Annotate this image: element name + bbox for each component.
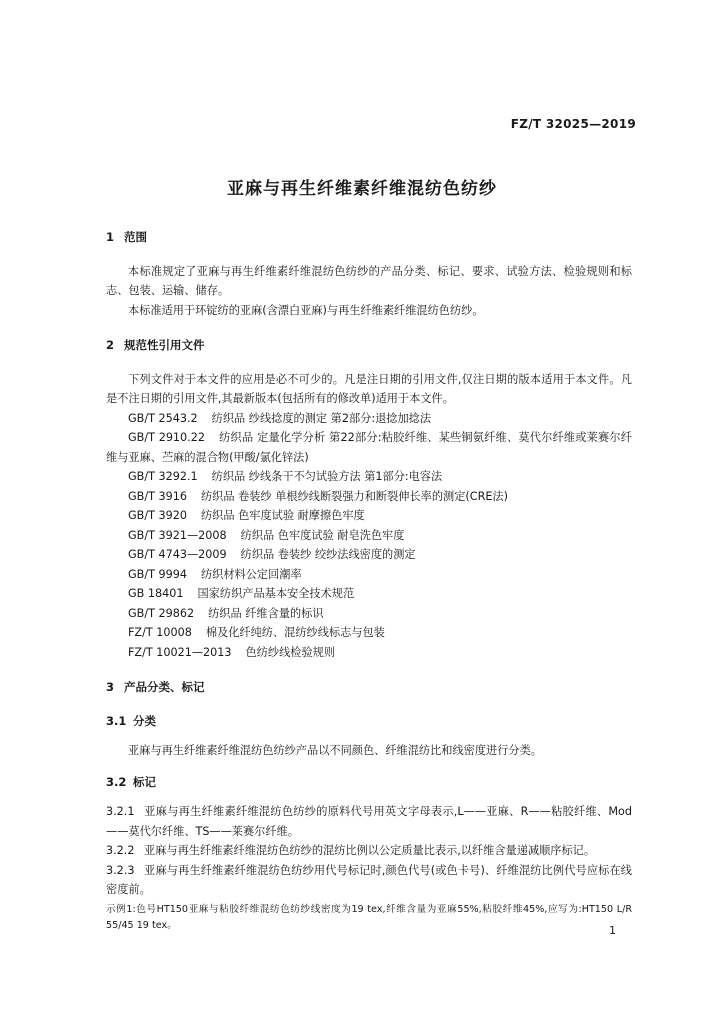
document-body bbox=[106, 228, 632, 934]
reference-title: 国家纺织产品基本安全技术规范 bbox=[197, 587, 355, 600]
scope-paragraph-1: 本标准规定了亚麻与再生纤维素纤维混纺色纺纱的产品分类、标记、要求、试验方法、检验规则和标志、包装、运输、储存。 bbox=[106, 264, 632, 297]
reference-code: GB 18401 bbox=[128, 587, 184, 600]
reference-title: 纺织品 色牢度试验 耐皂洗色牢度 bbox=[240, 528, 405, 542]
clause-3-2-3 bbox=[106, 861, 632, 900]
clause-3-2-1 bbox=[106, 802, 632, 841]
normative-intro: 下列文件对于本文件的应用是必不可少的。凡是注日期的引用文件,仅注日期的版本适用于本文件。凡是不注日期的引用文件,其最新版本(包括所有的修改单)适用于本文件。 bbox=[106, 372, 632, 405]
reference-title: 纺织品 纱线条干不匀试验方法 第1部分:电容法 bbox=[211, 470, 443, 483]
reference-item bbox=[106, 643, 632, 663]
reference-item bbox=[106, 428, 632, 467]
clause-number: 3.2.1 bbox=[106, 805, 135, 818]
reference-code: FZ/T 10021—2013 bbox=[128, 645, 232, 659]
section-title: 产品分类、标记 bbox=[124, 680, 205, 694]
reference-title: 色纺纱线检验规则 bbox=[245, 645, 336, 659]
reference-item bbox=[106, 565, 632, 585]
reference-item bbox=[106, 604, 632, 624]
reference-item bbox=[106, 545, 632, 565]
subsection-number: 3.1 bbox=[106, 713, 127, 728]
subsection-3-2-heading bbox=[106, 773, 632, 793]
reference-title: 纺织品 纱线捻度的测定 第2部分:退捻加捻法 bbox=[211, 411, 432, 425]
subsection-title: 标记 bbox=[133, 774, 156, 789]
subsection-3-1-heading bbox=[106, 712, 632, 732]
section-number: 2 bbox=[106, 338, 115, 352]
reference-item bbox=[106, 526, 632, 546]
reference-code: GB/T 3920 bbox=[128, 509, 187, 522]
clause-text: 亚麻与再生纤维素纤维混纺色纺纱的原料代号用英文字母表示,L——亚麻、R——粘胶纤维、Mod——莫代尔纤维、TS——莱赛尔纤维。 bbox=[106, 805, 632, 838]
clause-number: 3.2.2 bbox=[106, 844, 135, 857]
reference-item bbox=[106, 467, 632, 487]
clause-3-2-2 bbox=[106, 841, 632, 861]
reference-code: GB/T 9994 bbox=[128, 567, 187, 581]
reference-code: GB/T 2910.22 bbox=[128, 431, 205, 444]
clause-text: 亚麻与再生纤维素纤维混纺色纺纱的混纺比例以公定质量比表示,以纤维含量递减顺序标记。 bbox=[144, 844, 596, 857]
reference-code: GB/T 3921—2008 bbox=[128, 528, 227, 542]
section-title: 规范性引用文件 bbox=[124, 338, 205, 352]
reference-item bbox=[106, 487, 632, 507]
reference-title: 纺织材料公定回潮率 bbox=[200, 567, 302, 581]
clause-text: 亚麻与再生纤维素纤维混纺色纺纱用代号标记时,颜色代号(或色卡号)、纤维混纺比例代号应标在线密度前。 bbox=[106, 863, 632, 896]
clause-number: 3.2.3 bbox=[106, 863, 135, 877]
reference-code: GB/T 3916 bbox=[128, 489, 187, 503]
reference-code: GB/T 4743—2009 bbox=[128, 548, 227, 561]
reference-title: 纺织品 色牢度试验 耐摩擦色牢度 bbox=[200, 509, 365, 522]
reference-title: 纺织品 纤维含量的标识 bbox=[208, 606, 324, 620]
reference-item bbox=[106, 409, 632, 429]
page-number: 1 bbox=[609, 924, 616, 937]
section-number: 3 bbox=[106, 680, 115, 694]
section-3-heading bbox=[106, 678, 632, 698]
section-number: 1 bbox=[106, 230, 115, 244]
scope-paragraph-2: 本标准适用于环锭纺的亚麻(含漂白亚麻)与再生纤维素纤维混纺色纺纱。 bbox=[128, 303, 484, 317]
section-title: 范围 bbox=[124, 230, 147, 244]
subsection-title: 分类 bbox=[133, 713, 156, 728]
standard-number: FZ/T 32025—2019 bbox=[510, 117, 636, 131]
example-1: 示例1:色号HT150亚麻与粘胶纤维混纺色纺纱线密度为19 tex,纤维含量为亚麻55%,粘胶纤维45%,应写为:HT150 L/R 55/45 19 tex。 bbox=[106, 903, 632, 931]
classification-text: 亚麻与再生纤维素纤维混纺色纺纱产品以不同颜色、纤维混纺比和线密度进行分类。 bbox=[128, 744, 542, 757]
subsection-number: 3.2 bbox=[106, 774, 127, 789]
reference-title: 棉及化纤纯纺、混纺纱线标志与包装 bbox=[205, 626, 385, 639]
reference-title: 纺织品 卷装纱 绞纱法线密度的测定 bbox=[240, 548, 416, 561]
document-title: 亚麻与再生纤维素纤维混纺色纺纱 bbox=[227, 179, 497, 199]
reference-item bbox=[106, 623, 632, 643]
reference-item bbox=[106, 506, 632, 526]
reference-code: FZ/T 10008 bbox=[128, 626, 192, 639]
reference-title: 纺织品 定量化学分析 第22部分:粘胶纤维、某些铜氨纤维、莫代尔纤维或莱赛尔纤维与亚麻、苎麻的混合物(甲酸/氯化锌法) bbox=[106, 431, 632, 464]
reference-code: GB/T 3292.1 bbox=[128, 470, 198, 483]
reference-code: GB/T 29862 bbox=[128, 606, 195, 620]
section-1-heading bbox=[106, 228, 632, 248]
section-2-heading bbox=[106, 336, 632, 356]
reference-title: 纺织品 卷装纱 单根纱线断裂强力和断裂伸长率的测定(CRE法) bbox=[200, 489, 508, 503]
reference-code: GB/T 2543.2 bbox=[128, 411, 198, 425]
reference-item bbox=[106, 584, 632, 604]
